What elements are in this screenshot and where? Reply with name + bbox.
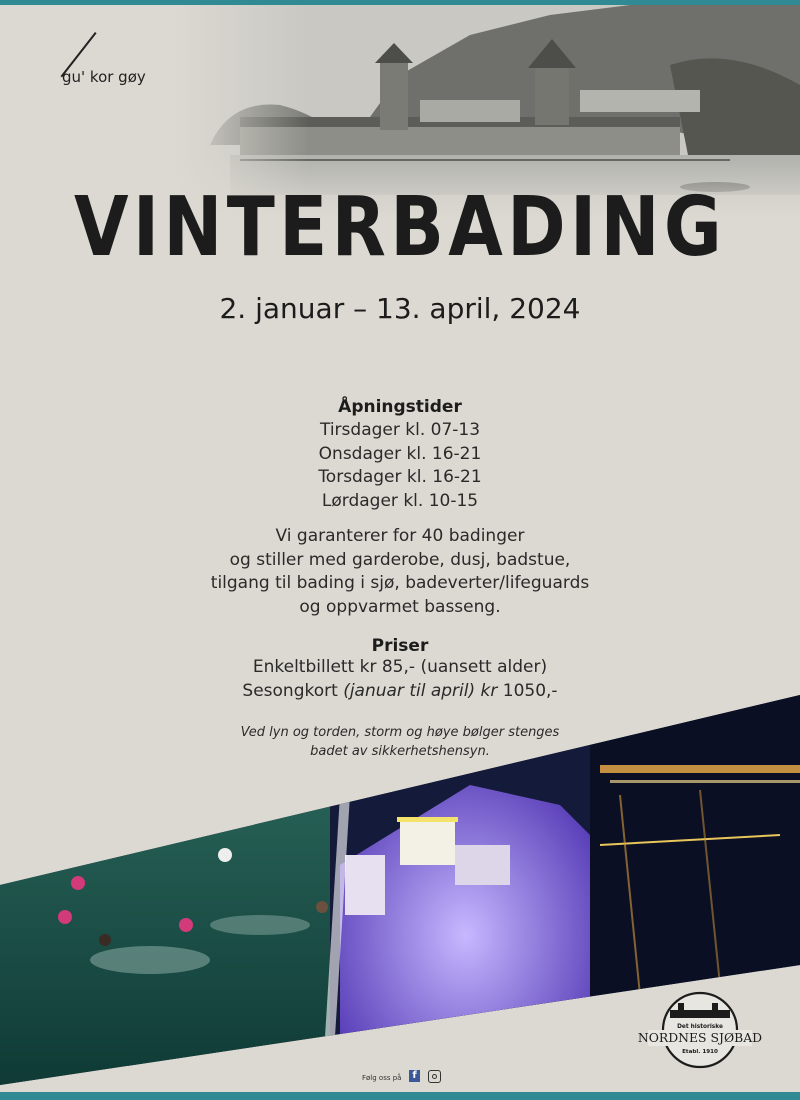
season-prefix: Sesongkort [242, 680, 344, 701]
opening-hours-heading: Åpningstider [338, 397, 462, 417]
date-range: 2. januar – 13. april, 2024 [219, 292, 581, 325]
logo-small-top: Det historiske [677, 1024, 723, 1030]
hours-line: Lørdager kl. 10-15 [321, 490, 479, 511]
logo-established: Etabl. 1910 [682, 1049, 718, 1055]
hours-line: Tirsdager kl. 07-13 [319, 420, 481, 440]
single-ticket-price: Enkeltbillett kr 85,- (uansett alder) [252, 657, 548, 677]
guarantee-line: og stiller med garderobe, dusj, badstue, [229, 549, 571, 570]
tagline: gu' kor gøy [62, 68, 146, 86]
guarantee-line: og oppvarmet basseng. [299, 596, 501, 617]
opening-hours [0, 396, 800, 513]
season-amount: 1050,- [497, 680, 558, 701]
night-pool-photo [330, 695, 590, 1085]
instagram-icon[interactable] [428, 1070, 441, 1083]
guarantee-line: Vi garanterer for 40 badinger [275, 526, 525, 546]
logo-name: NORDNES SJØBAD [637, 1030, 763, 1045]
page-title: VINTERBADING [73, 180, 727, 275]
prices-heading: Priser [371, 636, 429, 656]
notice-line: badet av sikkerhetshensyn. [310, 744, 490, 759]
hours-line: Torsdager kl. 16-21 [318, 467, 482, 487]
notice-line: Ved lyn og torden, storm og høye bølger stenges [240, 725, 560, 740]
season-period: (januar til april) kr [343, 680, 498, 701]
guarantee-text [0, 525, 800, 619]
guarantee-line: tilgang til bading i sjø, badeverter/lifeguards [210, 573, 590, 593]
facebook-icon[interactable]: f [409, 1070, 420, 1082]
nordnes-sjobad-logo [637, 990, 763, 1080]
follow-us-label: Følg oss på [362, 1074, 402, 1082]
hours-line: Onsdager kl. 16-21 [318, 443, 482, 464]
bottom-accent-bar [0, 1092, 800, 1100]
winter-swimmers-photo [0, 695, 335, 1085]
prices [0, 636, 800, 703]
